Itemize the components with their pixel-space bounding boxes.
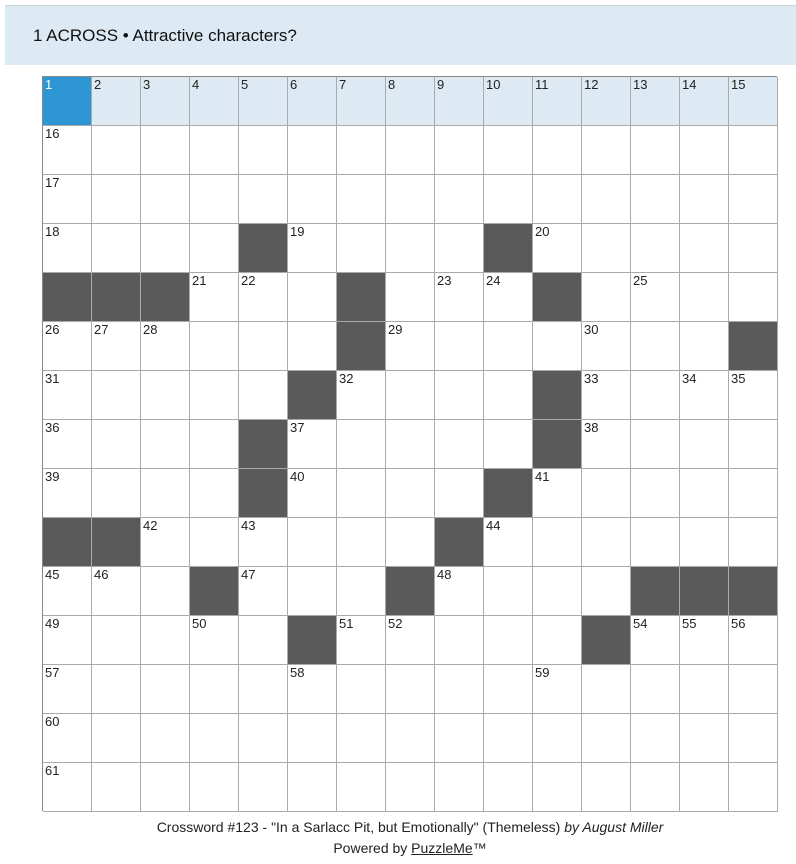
grid-cell[interactable] [141,616,190,665]
grid-cell[interactable] [43,763,92,812]
cell-number: 11 [535,77,549,92]
block-cell [190,567,239,616]
puzzle-author: by August Miller [564,819,664,835]
grid-cell[interactable] [92,763,141,812]
block-cell [288,616,337,665]
grid-cell[interactable] [386,616,435,665]
cell-number: 27 [94,322,109,337]
grid-cell[interactable] [43,567,92,616]
cell-number: 23 [437,273,452,288]
grid-cell[interactable] [386,273,435,322]
grid-cell[interactable] [288,322,337,371]
grid-cell[interactable] [190,616,239,665]
grid-cell[interactable] [484,371,533,420]
grid-cell[interactable] [337,420,386,469]
grid-cell[interactable] [582,371,631,420]
grid-cell[interactable] [92,714,141,763]
cell-number: 40 [290,469,305,484]
grid-cell[interactable] [680,665,729,714]
grid-cell[interactable] [435,714,484,763]
grid-cell[interactable] [386,322,435,371]
cell-number: 25 [633,273,648,288]
cell-number: 7 [339,77,347,92]
grid-cell[interactable] [43,420,92,469]
grid-cell[interactable] [190,420,239,469]
grid-cell[interactable] [92,469,141,518]
grid-cell[interactable] [337,763,386,812]
block-cell [386,567,435,616]
cell-number: 4 [192,77,200,92]
grid-cell[interactable] [239,665,288,714]
grid-cell[interactable] [680,126,729,175]
grid-cell[interactable] [680,77,729,126]
cell-number: 42 [143,518,158,533]
grid-cell[interactable] [239,371,288,420]
cell-number: 14 [682,77,697,92]
grid-cell[interactable] [631,371,680,420]
grid-cell[interactable] [729,420,778,469]
grid-cell[interactable] [484,567,533,616]
grid-cell[interactable] [337,714,386,763]
grid-cell[interactable] [729,224,778,273]
grid-cell[interactable] [190,273,239,322]
block-cell [92,518,141,567]
grid-cell[interactable] [337,175,386,224]
cell-number: 19 [290,224,305,239]
block-cell [337,322,386,371]
block-cell [239,224,288,273]
grid-cell[interactable] [43,175,92,224]
block-cell [484,224,533,273]
grid-cell[interactable] [435,763,484,812]
grid-cell[interactable] [239,567,288,616]
grid-cell[interactable] [141,469,190,518]
powered-by-suffix: ™ [472,840,487,856]
cell-number: 39 [45,469,60,484]
grid-cell[interactable] [484,77,533,126]
grid-cell[interactable] [680,469,729,518]
grid-cell[interactable] [43,616,92,665]
grid-cell[interactable] [533,322,582,371]
grid-cell[interactable] [435,420,484,469]
grid-cell[interactable] [631,224,680,273]
grid-cell[interactable] [484,420,533,469]
grid-cell[interactable] [435,322,484,371]
grid-cell[interactable] [190,469,239,518]
cell-number: 54 [633,616,648,631]
grid-cell[interactable] [141,77,190,126]
grid-cell[interactable] [141,126,190,175]
grid-cell[interactable] [43,714,92,763]
grid-cell[interactable] [680,420,729,469]
cell-number: 5 [241,77,249,92]
grid-cell[interactable] [337,224,386,273]
grid-cell[interactable] [484,518,533,567]
grid-cell[interactable] [190,77,239,126]
grid-cell[interactable] [92,567,141,616]
grid-cell[interactable] [582,224,631,273]
grid-cell[interactable] [141,371,190,420]
grid-cell[interactable] [190,371,239,420]
grid-cell[interactable] [533,224,582,273]
grid-cell[interactable] [435,224,484,273]
grid-cell[interactable] [582,175,631,224]
grid-cell[interactable] [484,273,533,322]
grid-cell[interactable] [729,371,778,420]
grid-cell[interactable] [582,665,631,714]
grid-cell[interactable] [631,420,680,469]
grid-cell[interactable] [141,714,190,763]
grid-cell[interactable] [239,763,288,812]
grid-cell[interactable] [239,126,288,175]
grid-cell[interactable] [533,714,582,763]
cell-number: 35 [731,371,746,386]
grid-cell[interactable] [680,175,729,224]
block-cell [239,469,288,518]
cell-number: 55 [682,616,697,631]
grid-cell[interactable] [190,714,239,763]
grid-cell[interactable] [631,518,680,567]
grid-cell[interactable] [337,518,386,567]
grid-cell[interactable] [92,126,141,175]
grid-cell[interactable] [680,616,729,665]
grid-cell[interactable] [582,77,631,126]
grid-cell[interactable] [288,126,337,175]
grid-cell[interactable] [484,126,533,175]
grid-cell[interactable] [729,763,778,812]
grid-cell[interactable] [337,469,386,518]
grid-cell[interactable] [533,175,582,224]
grid-cell[interactable] [435,273,484,322]
grid-cell[interactable] [190,518,239,567]
grid-cell[interactable] [239,616,288,665]
grid-cell[interactable] [680,763,729,812]
cell-number: 2 [94,77,102,92]
crossword-grid[interactable] [42,76,777,811]
grid-cell[interactable] [92,322,141,371]
block-cell [43,518,92,567]
cell-number: 52 [388,616,403,631]
grid-cell[interactable] [43,126,92,175]
grid-cell[interactable] [484,175,533,224]
grid-cell[interactable] [680,273,729,322]
cell-number: 38 [584,420,599,435]
cell-number: 1 [45,77,53,92]
grid-cell[interactable] [631,273,680,322]
grid-cell[interactable] [631,665,680,714]
grid-cell[interactable] [239,518,288,567]
grid-cell[interactable] [141,567,190,616]
grid-cell[interactable] [386,77,435,126]
grid-cell[interactable] [337,567,386,616]
cell-number: 41 [535,469,550,484]
block-cell [729,567,778,616]
grid-cell[interactable] [92,371,141,420]
grid-cell[interactable] [239,77,288,126]
puzzle-info [0,819,796,835]
block-cell [680,567,729,616]
grid-cell[interactable] [92,77,141,126]
grid-cell[interactable] [484,322,533,371]
grid-cell[interactable] [386,126,435,175]
grid-cell[interactable] [190,224,239,273]
grid-cell[interactable] [141,763,190,812]
cell-number: 44 [486,518,501,533]
grid-cell[interactable] [337,371,386,420]
grid-cell[interactable] [239,322,288,371]
cell-number: 34 [682,371,697,386]
grid-cell[interactable] [288,567,337,616]
grid-cell[interactable] [729,126,778,175]
grid-cell[interactable] [631,616,680,665]
block-cell [337,273,386,322]
grid-cell[interactable] [582,763,631,812]
grid-cell[interactable] [141,175,190,224]
grid-cell[interactable] [435,126,484,175]
cell-number: 29 [388,322,403,337]
grid-cell[interactable] [92,175,141,224]
grid-cell[interactable] [92,420,141,469]
grid-cell[interactable] [533,665,582,714]
grid-cell[interactable] [288,175,337,224]
grid-cell[interactable] [239,273,288,322]
cell-number: 24 [486,273,501,288]
grid-cell[interactable] [582,469,631,518]
grid-cell[interactable] [288,420,337,469]
grid-cell[interactable] [92,665,141,714]
grid-cell[interactable] [631,77,680,126]
cell-number: 58 [290,665,305,680]
grid-cell[interactable] [337,616,386,665]
grid-cell[interactable] [43,469,92,518]
grid-cell[interactable] [386,224,435,273]
current-clue: 1 ACROSS • Attractive characters? [33,26,297,45]
cell-number: 31 [45,371,60,386]
grid-cell[interactable] [190,665,239,714]
grid-cell[interactable] [288,763,337,812]
clue-bar [5,5,796,65]
cell-number: 51 [339,616,354,631]
grid-cell[interactable] [582,322,631,371]
grid-cell[interactable] [141,420,190,469]
cell-number: 32 [339,371,354,386]
grid-cell[interactable] [92,616,141,665]
grid-cell[interactable] [533,616,582,665]
grid-cell[interactable] [288,224,337,273]
grid-cell[interactable] [729,175,778,224]
grid-cell[interactable] [729,616,778,665]
grid-cell[interactable] [288,518,337,567]
grid-cell[interactable] [533,126,582,175]
grid-cell[interactable] [631,763,680,812]
grid-cell[interactable] [43,665,92,714]
cell-number: 61 [45,763,60,778]
cell-number: 50 [192,616,207,631]
grid-cell[interactable] [680,371,729,420]
block-cell [729,322,778,371]
block-cell [582,616,631,665]
grid-cell[interactable] [631,714,680,763]
grid-cell[interactable] [631,322,680,371]
grid-cell[interactable] [288,77,337,126]
cell-number: 22 [241,273,256,288]
cell-number: 59 [535,665,550,680]
grid-cell[interactable] [337,77,386,126]
grid-cell[interactable] [484,763,533,812]
grid-cell[interactable] [386,763,435,812]
grid-cell[interactable] [239,714,288,763]
grid-cell[interactable] [680,224,729,273]
block-cell [43,273,92,322]
cell-number: 6 [290,77,298,92]
cell-number: 20 [535,224,550,239]
grid-cell[interactable] [43,322,92,371]
block-cell [239,420,288,469]
grid-cell[interactable] [386,665,435,714]
grid-cell[interactable] [141,665,190,714]
grid-cell[interactable] [435,567,484,616]
cell-number: 9 [437,77,445,92]
grid-cell[interactable] [533,567,582,616]
grid-cell[interactable] [43,371,92,420]
grid-cell[interactable] [141,224,190,273]
grid-cell[interactable] [582,518,631,567]
cell-number: 56 [731,616,746,631]
cell-number: 10 [486,77,501,92]
cell-number: 26 [45,322,60,337]
grid-cell[interactable] [288,714,337,763]
grid-cell[interactable] [582,420,631,469]
grid-cell[interactable] [141,518,190,567]
cell-number: 30 [584,322,599,337]
grid-cell[interactable] [190,763,239,812]
cell-number: 36 [45,420,60,435]
grid-cell[interactable] [386,714,435,763]
block-cell [288,371,337,420]
grid-cell[interactable] [729,714,778,763]
grid-cell[interactable] [239,175,288,224]
grid-cell[interactable] [680,322,729,371]
grid-cell[interactable] [680,714,729,763]
cell-number: 28 [143,322,158,337]
cell-number: 49 [45,616,60,631]
puzzleme-link[interactable]: PuzzleMe [411,840,473,856]
grid-cell[interactable] [631,175,680,224]
grid-cell[interactable] [141,322,190,371]
grid-cell[interactable] [92,224,141,273]
cell-number: 46 [94,567,109,582]
grid-cell[interactable] [43,77,92,126]
block-cell [631,567,680,616]
grid-cell[interactable] [680,518,729,567]
cell-number: 13 [633,77,648,92]
grid-cell[interactable] [582,714,631,763]
grid-cell[interactable] [190,126,239,175]
grid-cell[interactable] [337,665,386,714]
cell-number: 37 [290,420,305,435]
block-cell [533,273,582,322]
grid-cell[interactable] [190,322,239,371]
block-cell [435,518,484,567]
cell-number: 17 [45,175,60,190]
grid-cell[interactable] [533,77,582,126]
block-cell [533,371,582,420]
cell-number: 16 [45,126,60,141]
grid-cell[interactable] [582,126,631,175]
cell-number: 47 [241,567,256,582]
grid-cell[interactable] [386,420,435,469]
cell-number: 15 [731,77,746,92]
grid-cell[interactable] [533,518,582,567]
cell-number: 8 [388,77,396,92]
grid-cell[interactable] [533,469,582,518]
grid-cell[interactable] [435,175,484,224]
cell-number: 18 [45,224,60,239]
grid-cell[interactable] [533,763,582,812]
cell-number: 21 [192,273,207,288]
grid-cell[interactable] [435,371,484,420]
puzzle-title: Crossword #123 - "In a Sarlacc Pit, but Emotionally" (Themeless) [156,819,561,835]
grid-cell[interactable] [435,665,484,714]
block-cell [484,469,533,518]
cell-number: 12 [584,77,599,92]
grid-cell[interactable] [729,273,778,322]
powered-by [0,840,796,856]
grid-cell[interactable] [631,469,680,518]
grid-cell[interactable] [435,77,484,126]
block-cell [92,273,141,322]
grid-cell[interactable] [435,469,484,518]
grid-cell[interactable] [337,126,386,175]
grid-cell[interactable] [484,714,533,763]
block-cell [141,273,190,322]
cell-number: 43 [241,518,256,533]
cell-number: 57 [45,665,60,680]
cell-number: 48 [437,567,452,582]
grid-cell[interactable] [582,273,631,322]
grid-cell[interactable] [484,665,533,714]
grid-cell[interactable] [386,371,435,420]
block-cell [533,420,582,469]
grid-cell[interactable] [484,616,533,665]
grid-cell[interactable] [288,665,337,714]
grid-cell[interactable] [386,175,435,224]
cell-number: 60 [45,714,60,729]
grid-cell[interactable] [729,77,778,126]
grid-cell[interactable] [386,469,435,518]
grid-cell[interactable] [631,126,680,175]
cell-number: 33 [584,371,599,386]
cell-number: 3 [143,77,151,92]
grid-cell[interactable] [729,469,778,518]
grid-cell[interactable] [729,665,778,714]
grid-cell[interactable] [729,518,778,567]
cell-number: 45 [45,567,60,582]
powered-by-prefix: Powered by [333,840,412,856]
grid-cell[interactable] [190,175,239,224]
grid-cell[interactable] [386,518,435,567]
grid-cell[interactable] [435,616,484,665]
grid-cell[interactable] [288,273,337,322]
grid-cell[interactable] [288,469,337,518]
grid-cell[interactable] [43,224,92,273]
grid-cell[interactable] [582,567,631,616]
